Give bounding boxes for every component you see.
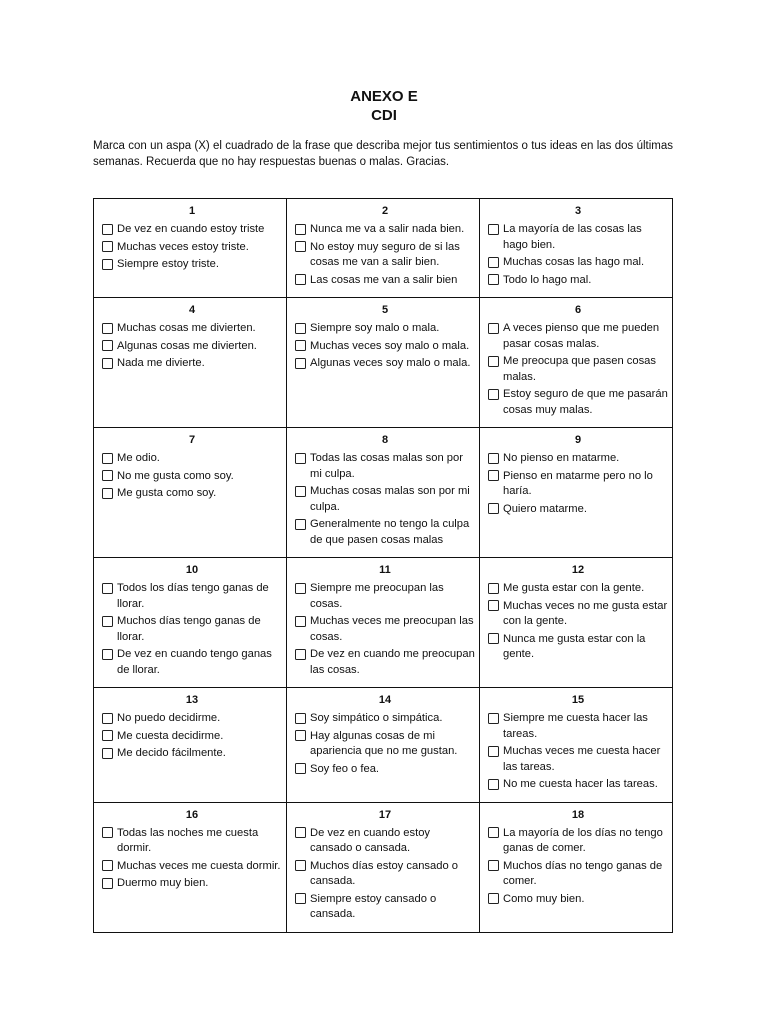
question-number: 8: [381, 434, 389, 446]
question-number: 7: [188, 434, 196, 446]
answer-option[interactable]: [102, 876, 282, 892]
checkbox[interactable]: [102, 323, 113, 334]
option-label: Muchas veces estoy triste.: [117, 240, 249, 253]
checkbox[interactable]: [295, 616, 306, 627]
question-cell: [287, 298, 480, 428]
option-label: Pienso en matarme pero no lo haría.: [503, 469, 653, 497]
option-label: Muchas cosas me divierten.: [117, 322, 256, 334]
option-label: La mayoría de las cosas las hago bien.: [503, 223, 642, 251]
question-cell: [480, 199, 673, 298]
question-cell: [480, 558, 673, 688]
answer-option[interactable]: [102, 321, 282, 337]
answer-option[interactable]: [295, 729, 475, 760]
checkbox[interactable]: [102, 649, 113, 660]
instructions-text: Marca con un aspa (X) el cuadrado de la frase que describa mejor tus sentimientos o tus ideas en las dos últimas semanas. Recuerda que no hay respuestas buenas o malas. Gracias.: [93, 140, 673, 168]
answer-option[interactable]: [488, 321, 668, 352]
question-cell: [287, 803, 480, 933]
option-label: De vez en cuando tengo ganas de llorar.: [117, 648, 272, 676]
checkbox[interactable]: [102, 224, 113, 235]
answer-option[interactable]: [102, 257, 282, 273]
checkbox[interactable]: [102, 488, 113, 499]
option-label: Como muy bien.: [503, 892, 585, 905]
checkbox[interactable]: [295, 358, 306, 369]
option-label: Soy simpático o simpática.: [310, 712, 443, 724]
answer-option[interactable]: [488, 581, 668, 597]
checkbox[interactable]: [295, 763, 306, 774]
checkbox[interactable]: [295, 453, 306, 464]
answer-option[interactable]: [488, 711, 668, 742]
checkbox[interactable]: [488, 827, 499, 838]
option-label: De vez en cuando estoy cansado o cansada.: [310, 826, 431, 854]
option-label: Muchas veces me preocupan las cosas.: [310, 615, 474, 643]
checkbox[interactable]: [488, 713, 499, 724]
checkbox[interactable]: [295, 224, 306, 235]
option-label: Muchas veces me cuesta dormir.: [117, 859, 281, 872]
answer-option[interactable]: [102, 356, 282, 372]
answer-option[interactable]: [295, 762, 475, 778]
answer-option[interactable]: [488, 599, 668, 630]
answer-option[interactable]: [295, 451, 475, 482]
answer-option[interactable]: [488, 273, 668, 289]
checkbox[interactable]: [102, 878, 113, 889]
answer-option[interactable]: [102, 859, 282, 875]
answer-option[interactable]: [102, 826, 282, 857]
checkbox[interactable]: [102, 453, 113, 464]
checkbox[interactable]: [295, 486, 306, 497]
option-label: De vez en cuando me preocupan las cosas.: [310, 648, 475, 676]
option-label: Todas las cosas malas son por mi culpa.: [310, 452, 463, 480]
question-cell: [480, 428, 673, 558]
answer-option[interactable]: [295, 222, 475, 238]
option-label: Me preocupa que pasen cosas malas.: [503, 355, 656, 383]
checkbox[interactable]: [102, 583, 113, 594]
question-number: 15: [571, 694, 585, 706]
option-label: De vez en cuando estoy triste: [117, 223, 265, 235]
option-label: Las cosas me van a salir bien: [310, 273, 458, 286]
option-label: Estoy seguro de que me pasarán cosas muy malas.: [503, 388, 668, 416]
option-label: Muchos días tengo ganas de llorar.: [117, 615, 261, 643]
checkbox[interactable]: [102, 860, 113, 871]
question-cell: [94, 688, 287, 803]
question-number: 11: [379, 564, 391, 576]
answer-option[interactable]: [295, 892, 475, 923]
answer-option[interactable]: [102, 711, 282, 727]
option-label: Algunas veces soy malo o mala.: [310, 357, 471, 369]
checkbox[interactable]: [488, 274, 499, 285]
checkbox[interactable]: [488, 746, 499, 757]
checkbox[interactable]: [488, 356, 499, 367]
answer-option[interactable]: [102, 339, 282, 355]
question-cell: [480, 803, 673, 933]
checkbox[interactable]: [102, 241, 113, 252]
answer-option[interactable]: [488, 502, 668, 518]
checkbox[interactable]: [488, 224, 499, 235]
answer-option[interactable]: [488, 744, 668, 775]
option-label: Muchas cosas malas son por mi culpa.: [310, 485, 470, 513]
answer-option[interactable]: [102, 486, 282, 502]
answer-option[interactable]: [295, 321, 475, 337]
answer-option[interactable]: [102, 746, 282, 762]
option-label: Todas las noches me cuesta dormir.: [117, 826, 259, 854]
answer-option[interactable]: [102, 469, 282, 485]
checkbox[interactable]: [102, 358, 113, 369]
checkbox[interactable]: [295, 827, 306, 838]
option-label: Me cuesta decidirme.: [117, 729, 224, 742]
question-cell: [287, 199, 480, 298]
answer-option[interactable]: [295, 826, 475, 857]
answer-option[interactable]: [295, 614, 475, 645]
answer-option[interactable]: [102, 222, 282, 238]
answer-option[interactable]: [295, 711, 475, 727]
option-label: No me gusta como soy.: [117, 469, 234, 482]
question-number: 2: [381, 205, 389, 217]
checkbox[interactable]: [488, 257, 499, 268]
option-label: Siempre estoy cansado o cansada.: [310, 892, 437, 920]
answer-option[interactable]: [102, 647, 282, 678]
question-number: 17: [378, 808, 392, 821]
answer-option[interactable]: [295, 517, 475, 548]
option-label: No puedo decidirme.: [117, 712, 221, 724]
option-label: Hay algunas cosas de mi apariencia que no me gustan.: [310, 729, 458, 757]
checkbox[interactable]: [102, 616, 113, 627]
answer-option[interactable]: [488, 892, 668, 908]
option-label: Me gusta como soy.: [117, 487, 217, 499]
question-number: 9: [574, 434, 582, 446]
question-number: 13: [185, 694, 199, 706]
question-cell: [94, 428, 287, 558]
question-number: 10: [185, 564, 199, 576]
option-label: Quiero matarme.: [503, 502, 587, 515]
option-label: Muchas cosas las hago mal.: [503, 256, 645, 268]
question-number: 18: [571, 808, 585, 821]
question-number: 3: [574, 205, 582, 217]
answer-option[interactable]: [488, 222, 668, 253]
answer-option[interactable]: [102, 240, 282, 256]
checkbox[interactable]: [488, 323, 499, 334]
answer-option[interactable]: [295, 356, 475, 372]
checkbox[interactable]: [102, 713, 113, 724]
option-label: Siempre me cuesta hacer las tareas.: [503, 712, 648, 740]
answer-option[interactable]: [295, 859, 475, 890]
question-number: 14: [378, 694, 392, 706]
question-cell: [287, 428, 480, 558]
option-label: Algunas cosas me divierten.: [117, 339, 257, 352]
option-label: Siempre soy malo o mala.: [310, 322, 440, 334]
checkbox[interactable]: [295, 241, 306, 252]
option-label: Nunca me gusta estar con la gente.: [503, 632, 646, 660]
option-label: Muchas veces soy malo o mala.: [310, 339, 470, 352]
option-label: Muchos días estoy cansado o cansada.: [310, 859, 459, 887]
checkbox[interactable]: [295, 323, 306, 334]
option-label: Siempre me preocupan las cosas.: [310, 582, 444, 610]
question-cell: [480, 688, 673, 803]
option-label: Me gusta estar con la gente.: [503, 582, 645, 594]
checkbox[interactable]: [295, 274, 306, 285]
answer-option[interactable]: [488, 469, 668, 500]
checkbox[interactable]: [488, 453, 499, 464]
checkbox[interactable]: [295, 649, 306, 660]
checkbox[interactable]: [295, 893, 306, 904]
checkbox[interactable]: [295, 519, 306, 530]
checkbox[interactable]: [102, 259, 113, 270]
option-label: Duermo muy bien.: [117, 877, 209, 889]
option-label: Muchas veces no me gusta estar con la gente.: [503, 599, 668, 627]
checkbox[interactable]: [488, 389, 499, 400]
answer-option[interactable]: [488, 777, 668, 793]
option-label: Todo lo hago mal.: [503, 273, 592, 286]
question-number: 6: [574, 304, 582, 316]
checkbox[interactable]: [488, 860, 499, 871]
checkbox[interactable]: [295, 860, 306, 871]
answer-option[interactable]: [102, 451, 282, 467]
questionnaire-title: CDI: [371, 107, 397, 124]
answer-option[interactable]: [295, 647, 475, 678]
answer-option[interactable]: [488, 826, 668, 857]
option-label: Muchos días no tengo ganas de comer.: [503, 859, 663, 887]
option-label: No pienso en matarme.: [503, 452, 620, 464]
checkbox[interactable]: [488, 893, 499, 904]
option-label: Siempre estoy triste.: [117, 258, 219, 270]
checkbox[interactable]: [295, 730, 306, 741]
answer-option[interactable]: [488, 632, 668, 663]
option-label: Nada me divierte.: [117, 357, 205, 369]
questionnaire-grid: [93, 198, 673, 933]
annex-title: ANEXO E: [350, 88, 418, 105]
answer-option[interactable]: [488, 451, 668, 467]
question-cell: [480, 298, 673, 428]
option-label: Me decido fácilmente.: [117, 747, 226, 759]
answer-option[interactable]: [295, 339, 475, 355]
option-label: Me odio.: [117, 452, 160, 464]
option-label: Muchas veces me cuesta hacer las tareas.: [503, 745, 661, 773]
checkbox[interactable]: [488, 600, 499, 611]
checkbox[interactable]: [102, 340, 113, 351]
answer-option[interactable]: [295, 484, 475, 515]
option-label: Nunca me va a salir nada bien.: [310, 223, 465, 235]
answer-option[interactable]: [295, 273, 475, 289]
checkbox[interactable]: [295, 340, 306, 351]
option-label: A veces pienso que me pueden pasar cosas malas.: [503, 322, 660, 350]
question-cell: [287, 558, 480, 688]
option-label: No estoy muy seguro de si las cosas me van a salir bien.: [310, 240, 460, 268]
checkbox[interactable]: [102, 470, 113, 481]
checkbox[interactable]: [102, 730, 113, 741]
option-label: Generalmente no tengo la culpa de que pasen cosas malas: [310, 518, 470, 546]
question-number: 1: [188, 205, 196, 217]
answer-option[interactable]: [102, 729, 282, 745]
answer-option[interactable]: [295, 581, 475, 612]
answer-option[interactable]: [488, 387, 668, 418]
checkbox[interactable]: [488, 633, 499, 644]
question-cell: [94, 558, 287, 688]
checkbox[interactable]: [488, 470, 499, 481]
question-number: 16: [185, 808, 199, 821]
answer-option[interactable]: [488, 255, 668, 271]
answer-option[interactable]: [488, 354, 668, 385]
document-heading: [0, 87, 768, 125]
question-cell: [94, 298, 287, 428]
option-label: No me cuesta hacer las tareas.: [503, 778, 658, 790]
answer-option[interactable]: [102, 614, 282, 645]
question-cell: [94, 803, 287, 933]
question-number: 5: [381, 304, 389, 316]
checkbox[interactable]: [295, 583, 306, 594]
question-cell: [287, 688, 480, 803]
option-label: La mayoría de los días no tengo ganas de comer.: [503, 826, 663, 854]
option-label: Soy feo o fea.: [310, 762, 380, 775]
answer-option[interactable]: [488, 859, 668, 890]
checkbox[interactable]: [488, 779, 499, 790]
answer-option[interactable]: [102, 581, 282, 612]
checkbox[interactable]: [488, 503, 499, 514]
checkbox[interactable]: [102, 748, 113, 759]
question-cell: [94, 199, 287, 298]
option-label: Todos los días tengo ganas de llorar.: [117, 582, 269, 610]
question-number: 4: [188, 304, 196, 316]
checkbox[interactable]: [295, 713, 306, 724]
answer-option[interactable]: [295, 240, 475, 271]
checkbox[interactable]: [102, 827, 113, 838]
question-number: 12: [571, 564, 585, 576]
checkbox[interactable]: [488, 583, 499, 594]
